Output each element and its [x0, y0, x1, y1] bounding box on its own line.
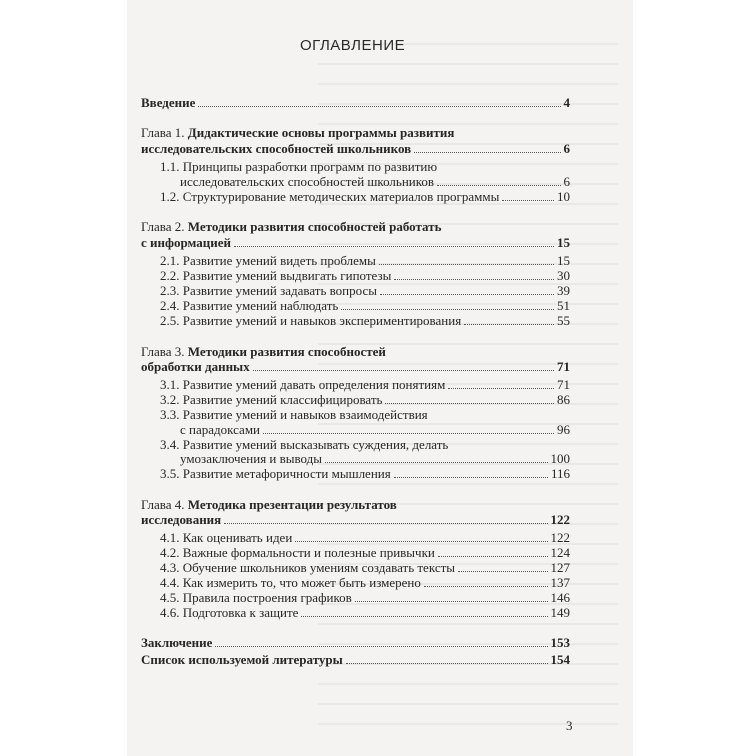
section-3-3: 3.3. Развитие умений и навыков взаимодействия	[160, 407, 428, 422]
entry-page: 4	[563, 95, 570, 110]
toc-entry-2-1: 2.1. Развитие умений видеть проблемы 15	[160, 253, 570, 268]
entry-label: Введение	[141, 95, 196, 110]
toc-entry-4-6: 4.6. Подготовка к защите 149	[160, 605, 570, 620]
toc-entry-3-3: с парадоксами 96	[180, 422, 570, 437]
toc-entry-4-2: 4.2. Важные формальности и полезные привычки 124	[160, 545, 570, 560]
section-3-4: 3.4. Развитие умений высказывать суждения, делать	[160, 437, 449, 452]
toc-entry-2-4: 2.4. Развитие умений наблюдать 51	[160, 298, 570, 313]
toc-entry-chapter-4: исследования 122	[141, 512, 570, 527]
toc-entry-1-1: исследовательских способностей школьников 6	[180, 174, 570, 189]
toc-entry-3-2: 3.2. Развитие умений классифицировать 86	[160, 392, 570, 407]
section-1-1: 1.1. Принципы разработки программ по развитию	[160, 159, 438, 174]
chapter-3-title: Глава 3. Методики развития способностей	[141, 344, 386, 359]
toc-entry-chapter-2: с информацией 15	[141, 235, 570, 250]
toc-entry-1-2: 1.2. Структурирование методических материалов программы 10	[160, 189, 570, 204]
chapter-2-title: Глава 2. Методики развития способностей работать	[141, 219, 442, 234]
page-number: 3	[566, 718, 573, 733]
toc-entry-2-3: 2.3. Развитие умений задавать вопросы 39	[160, 283, 570, 298]
toc-entry-4-3: 4.3. Обучение школьников умениям создавать тексты 127	[160, 560, 570, 575]
toc-entry-chapter-3: обработки данных 71	[141, 359, 570, 374]
toc-entry-introduction	[141, 95, 570, 111]
toc-entry-3-1: 3.1. Развитие умений давать определения понятиям 71	[160, 377, 570, 392]
toc-entry-3-5: 3.5. Развитие метафоричности мышления 116	[160, 466, 570, 481]
chapter-4-title: Глава 4. Методика презентации результатов	[141, 497, 397, 512]
toc-entry-2-5: 2.5. Развитие умений и навыков экспериментирования 55	[160, 313, 570, 328]
toc-entry-4-4: 4.4. Как измерить то, что может быть измерено 137	[160, 575, 570, 590]
toc-entry-4-1: 4.1. Как оценивать идеи 122	[160, 530, 570, 545]
toc-entry-3-4: умозаключения и выводы 100	[180, 451, 570, 466]
toc-entry-bibliography: Список используемой литературы 154	[141, 652, 570, 667]
toc-entry-4-5: 4.5. Правила построения графиков 146	[160, 590, 570, 605]
toc-entry-2-2: 2.2. Развитие умений выдвигать гипотезы 30	[160, 268, 570, 283]
page-title: ОГЛАВЛЕНИЕ	[300, 37, 406, 54]
leader-dots	[198, 106, 560, 107]
toc-entry-chapter-1: исследовательских способностей школьников 6	[141, 141, 570, 156]
chapter-1-title: Глава 1. Дидактические основы программы развития	[141, 125, 455, 140]
toc-entry-conclusion: Заключение 153	[141, 635, 570, 650]
